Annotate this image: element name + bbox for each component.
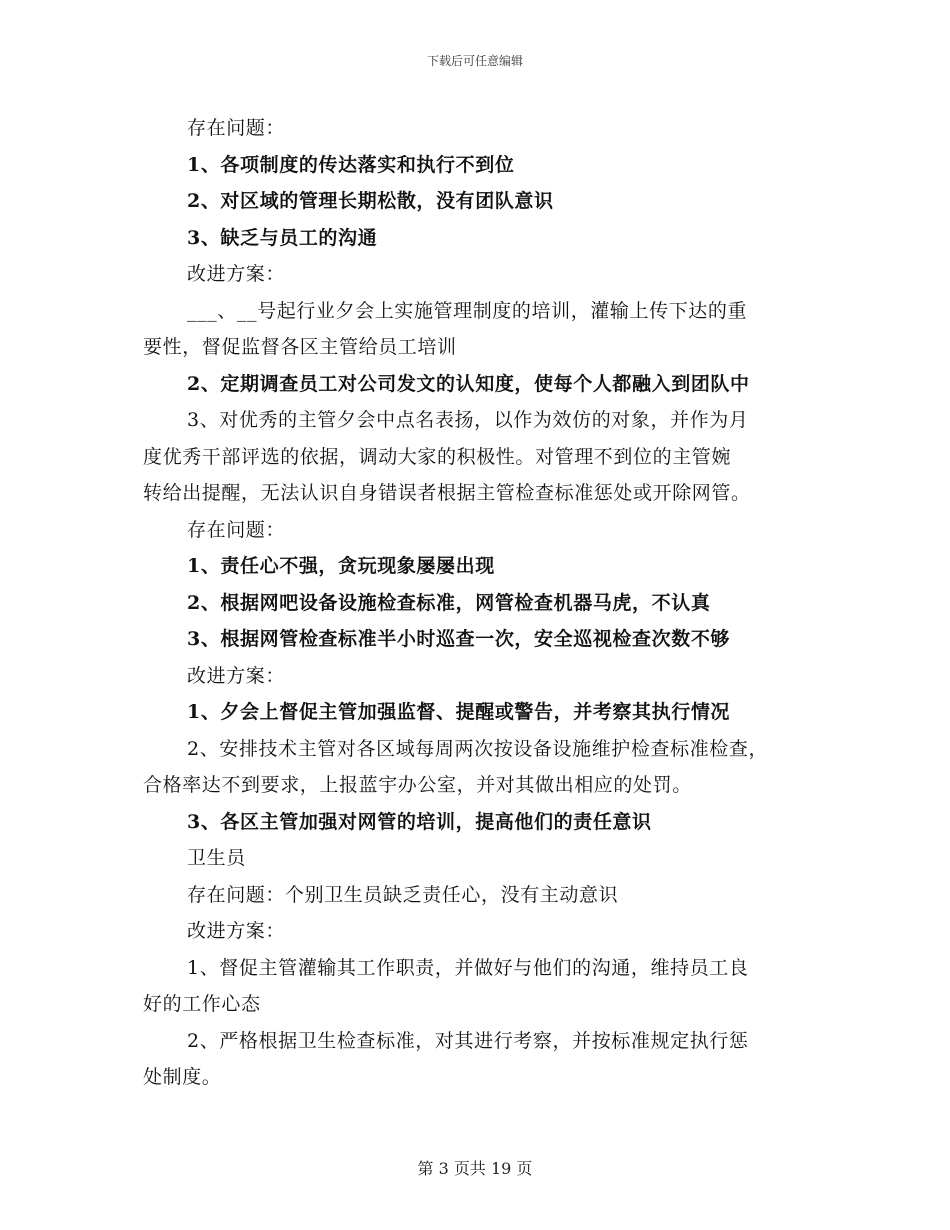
paragraph-line: 3、各区主管加强对网管的培训，提高他们的责任意识: [187, 810, 652, 833]
paragraph-line: 1、责任心不强，贪玩现象屡屡出现: [187, 555, 495, 577]
paragraph-line: 2、定期调查员工对公司发文的认知度，使每个人都融入到团队中: [187, 372, 750, 395]
paragraph-line: 2、根据网吧设备设施检查标准，网管检查机器马虎，不认真: [187, 591, 711, 614]
page-header: 下载后可任意编辑: [426, 54, 523, 68]
paragraph-line: 度优秀干部评选的依据，调动大家的积极性。对管理不到位的主管婉: [143, 445, 732, 468]
paragraph-line: 2、严格根据卫生检查标准，对其进行考察，并按标准规定执行惩: [187, 1029, 749, 1052]
paragraph-line: 1、督促主管灌输其工作职责，并做好与他们的沟通，维持员工良: [187, 956, 749, 979]
document-body: [143, 110, 823, 1096]
paragraph-line: 转给出提醒，无法认识自身错误者根据主管检查标准惩处或开除网管。: [143, 482, 751, 504]
paragraph-line: 存在问题：个别卫生员缺乏责任心，没有主动意识: [187, 883, 619, 906]
paragraph-line: 存在问题：: [187, 518, 286, 541]
paragraph-line: 2、对区域的管理长期松散，没有团队意识: [187, 190, 554, 212]
paragraph-line: 存在问题：: [187, 117, 286, 139]
paragraph-line: 1、夕会上督促主管加强监督、提醒或警告，并考察其执行情况: [187, 701, 731, 723]
paragraph-line: 处制度。: [143, 1066, 222, 1088]
paragraph-line: 改进方案：: [187, 263, 286, 285]
paragraph-line: 改进方案：: [187, 920, 286, 942]
paragraph-line: 3、缺乏与员工的沟通: [187, 226, 378, 249]
page-footer: 第 3 页共 19 页: [417, 1159, 533, 1178]
paragraph-line: 3、对优秀的主管夕会中点名表扬，以作为效仿的对象，并作为月: [187, 409, 749, 431]
paragraph-line: 要性，督促监督各区主管给员工培训: [143, 336, 457, 358]
paragraph-line: 卫生员: [187, 847, 246, 869]
paragraph-line: 改进方案：: [187, 664, 286, 687]
paragraph-line: ___、__号起行业夕会上实施管理制度的培训，灌输上传下达的重: [187, 299, 748, 322]
paragraph-line: 好的工作心态: [143, 993, 261, 1015]
paragraph-line: 3、根据网管检查标准半小时巡查一次，安全巡视检查次数不够: [187, 628, 731, 650]
paragraph-line: 2、安排技术主管对各区域每周两次按设备设施维护检查标准检查，: [187, 737, 769, 760]
paragraph-line: 1、各项制度的传达落实和执行不到位: [187, 153, 515, 176]
paragraph-line: 合格率达不到要求，上报蓝宇办公室，并对其做出相应的处罚。: [143, 774, 692, 796]
